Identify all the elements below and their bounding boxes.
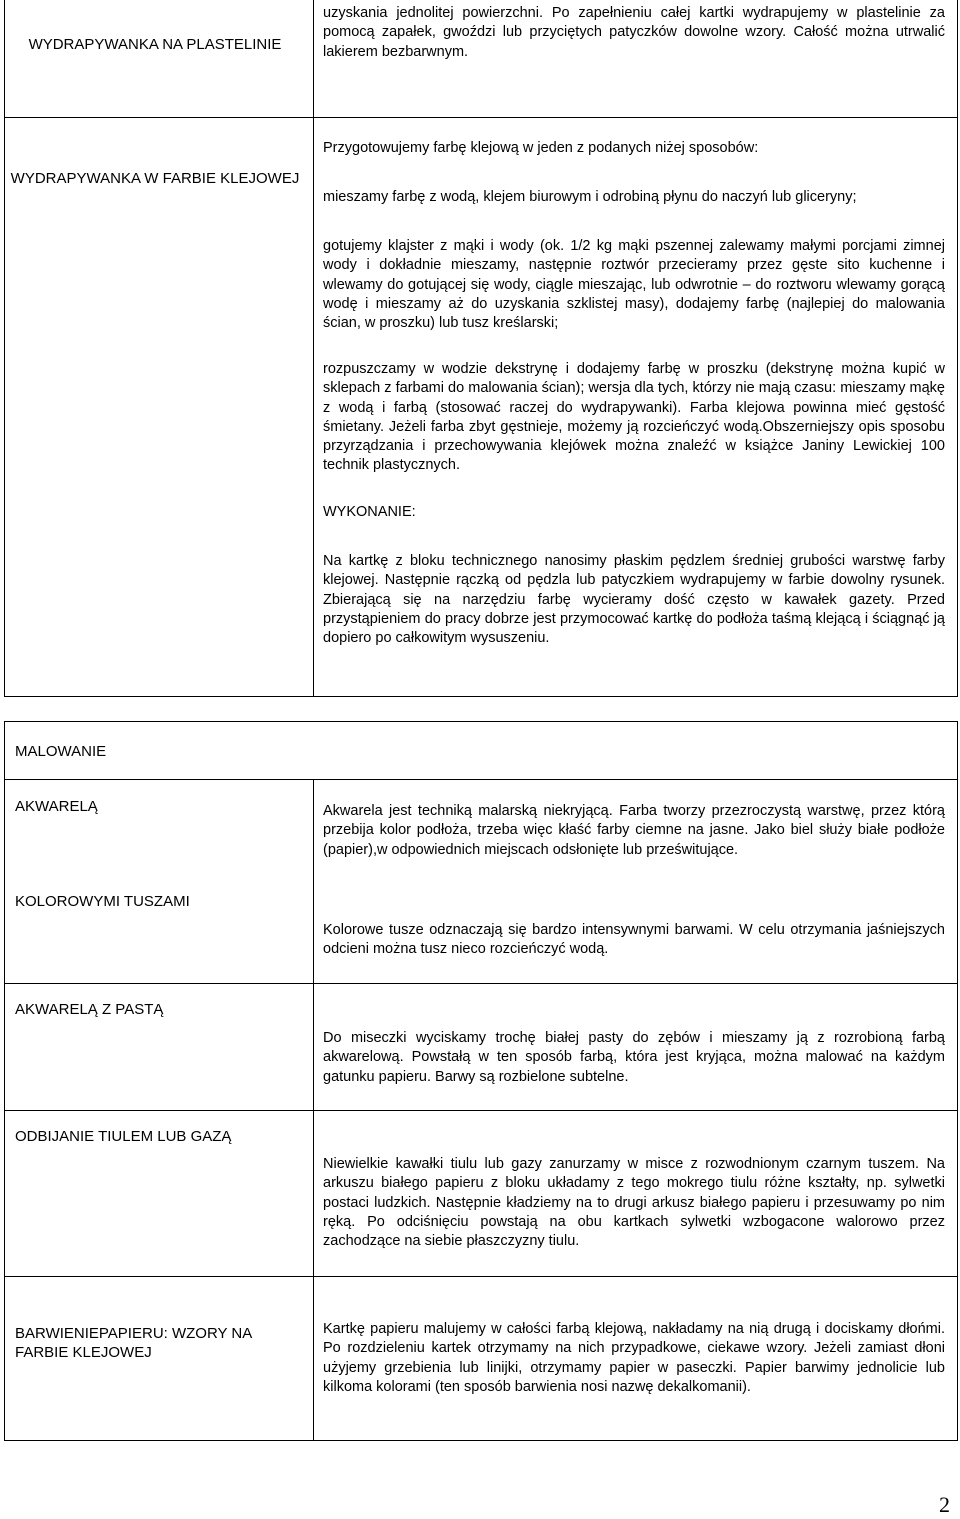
page-number: 2: [939, 1492, 950, 1517]
row-label-wydrapywanka-plastelina: WYDRAPYWANKA NA PLASTELINIE: [28, 36, 282, 53]
bottom-table-column-divider: [313, 779, 314, 1441]
table-header-malowanie: MALOWANIE: [15, 743, 107, 760]
bottom-table-header-divider: [4, 779, 958, 780]
row-label-wydrapywanka-farba-klejowa: WYDRAPYWANKA W FARBIE KLEJOWEJ: [10, 170, 300, 187]
top-table-column-divider: [313, 0, 314, 697]
paragraph-intro: Przygotowujemy farbę klejową w jeden z podanych niżej sposobów:: [323, 140, 759, 156]
paragraph-wykonanie: Na kartkę z bloku technicznego nanosimy płaskim pędzlem średniej grubości warstwę farby klejowej. Następnie rączką od pędzla lub patyczkiem wydrapujemy w farbie dowolny rysunek. Zbierającą się na narzędziu farbę wycieramy dość często w kawałek gazety. Przed przystąpieniem do pracy dobrze jest przymocować kartkę do podłoża taśmą klejącą i ściągnąć ją dopiero po całkowitym wysuszeniu.: [323, 553, 945, 647]
row-label-akwarela: AKWARELĄ: [15, 798, 98, 815]
row-text-kolorowe-tusze: Kolorowe tusze odznaczają się bardzo intensywnymi barwami. W celu otrzymania jaśniejszych odcieni można tusz nieco rozcieńczyć wodą.: [323, 922, 945, 958]
row-text-wydrapywanka-plastelina: uzyskania jednolitej powierzchni. Po zapełnieniu całej kartki wydrapujemy w plastelinie za pomocą zapałek, gwoździ lub przyciętych patyczków dowolne wzory. Całość można utrwalić lakierem bezbarwnym.: [323, 5, 945, 60]
row-label-barwienie-papieru: BARWIENIEPAPIERU: WZORY NA FARBIE KLEJOWEJ: [15, 1325, 252, 1361]
paragraph-method-3: rozpuszczamy w wodzie dekstrynę i dodajemy farbę w proszku (dekstrynę można kupić w sklepach z farbami do malowania ścian); wersja dla tych, którzy nie mają czasu: mieszamy mąkę z wodą i farbą (stosować raczej do wydrapywanki). Farba klejowa powinna mieć gęstość śmietany. Jeżeli farba zbyt gęstnieje, możemy ją rozcieńczyć wodą.Obszerniejszy opis sposobu przyrządzania i przechowywania klejówek można znaleźć w książce Janiny Lewickiej 100 technik plastycznych.: [323, 361, 945, 474]
bottom-table-row-divider-1: [4, 983, 958, 984]
row-label-odbijanie-tiulem: ODBIJANIE TIULEM LUB GAZĄ: [15, 1128, 232, 1145]
row-text-akwarela: Akwarela jest techniką malarską niekryjącą. Farba tworzy przezroczystą warstwę, przez którą przebija kolor podłoża, trzeba więc kłaść farby ciemne na jasne. Jako biel służy białe podłoże (papier),w odpowiednich miejscach odsłonięte lub prześwitujące.: [323, 803, 945, 858]
paragraph-method-1: mieszamy farbę z wodą, klejem biurowym i odrobiną płynu do naczyń lub gliceryny;: [323, 189, 857, 205]
paragraph-heading-wykonanie: WYKONANIE:: [323, 504, 416, 520]
bottom-table-row-divider-3: [4, 1276, 958, 1277]
paragraph-method-2: gotujemy klajster z mąki i wody (ok. 1/2 kg mąki pszennej zalewamy małymi porcjami zimnej wody i dokładnie mieszamy, następnie roztwór przecieramy przez gęste sito kuchenne i wlewamy do gotującej się wody, ciągle mieszając, lub odwrotnie – do roztworu wlewamy gorącą wodę i mieszamy aż do uzyskania szklistej masy), dodajemy farbę (najlepiej do malowania ścian, w proszku) lub tusz kreślarski;: [323, 238, 945, 332]
row-text-akwarela-z-pasta: Do miseczki wyciskamy trochę białej pasty do zębów i mieszamy ją z rozrobioną farbą akwarelową. Powstałą w ten sposób farbą, która jest kryjąca, można malować na każdym gatunku papieru. Barwy są rozbielone subtelne.: [323, 1030, 945, 1085]
row-label-akwarela-z-pasta: AKWARELĄ Z PASTĄ: [15, 1001, 164, 1018]
bottom-table-row-divider-2: [4, 1110, 958, 1111]
top-table-row-divider: [4, 117, 958, 118]
row-text-barwienie-papieru: Kartkę papieru malujemy w całości farbą klejową, nakładamy na nią drugą i dociskamy dłońmi. Po rozdzieleniu kartek otrzymamy na nich przypadkowe, ciekawe wzory. Jeżeli zamiast dłoni użyjemy grzebienia lub linijki, otrzymamy papier w paseczki. Papier barwimy jednolicie lub kilkoma kolorami (ten sposób barwienia nosi nazwę dekalkomanii).: [323, 1321, 945, 1395]
row-text-odbijanie-tiulem: Niewielkie kawałki tiulu lub gazy zanurzamy w misce z rozwodnionym czarnym tuszem. Na arkuszu białego papieru z bloku układamy z tego mokrego tiulu różne kształty, np. sylwetki postaci ludzkich. Następnie kładziemy na to drugi arkusz białego papieru i przesuwamy po nim ręką. Po odciśnięciu powstają na obu kartkach sylwetki wzbogacone walorowo przez zachodzące na siebie płaszczyzny tiulu.: [323, 1156, 945, 1250]
row-label-kolorowe-tusze: KOLOROWYMI TUSZAMI: [15, 893, 190, 910]
